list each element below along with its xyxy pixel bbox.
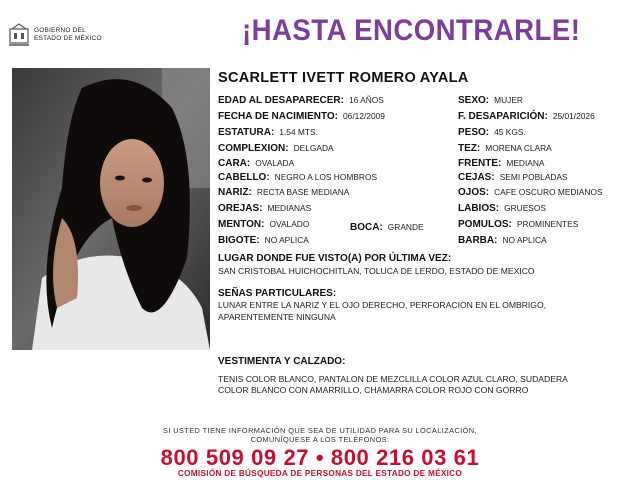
state-seal-icon bbox=[8, 23, 30, 47]
field-cheekbones: POMULOS: PROMINENTES bbox=[458, 219, 579, 230]
field-beard: BARBA: NO APLICA bbox=[458, 235, 547, 246]
info-line-1: SI USTED TIENE INFORMACIÓN QUE SEA DE UTILIDAD PARA SU LOCALIZACIÓN, bbox=[163, 426, 477, 435]
headline: ¡HASTA ENCONTRARLE! bbox=[242, 14, 581, 47]
field-eyes: OJOS: CAFE OSCURO MEDIANOS bbox=[458, 187, 603, 198]
clothing-line-2: COLOR BLANCO CON AMARRILLO, CHAMARRA COLOR ROJO CON GORRO bbox=[218, 385, 529, 395]
clothing-line-1: TENIS COLOR BLANCO, PANTALON DE MEZCLILLA COLOR AZUL CLARO, SUDADERA bbox=[218, 374, 568, 384]
field-ears: OREJAS: MEDIANAS bbox=[218, 203, 312, 214]
government-logo bbox=[8, 22, 128, 48]
person-photo bbox=[12, 68, 210, 350]
person-name: SCARLETT IVETT ROMERO AYALA bbox=[218, 70, 469, 86]
field-eyebrows: CEJAS: SEMI POBLADAS bbox=[458, 172, 568, 183]
commission-name: COMISIÓN DE BÚSQUEDA DE PERSONAS DEL ESTADO DE MÉXICO bbox=[177, 469, 463, 478]
clothing-title: VESTIMENTA Y CALZADO: bbox=[218, 356, 346, 367]
field-build: COMPLEXION: DELGADA bbox=[218, 143, 334, 154]
phone-numbers: 800 509 09 27 • 800 216 03 61 bbox=[160, 445, 480, 470]
field-hair: CABELLO: NEGRO A LOS HOMBROS bbox=[218, 172, 378, 183]
logo-line-1: GOBIERNO DEL bbox=[34, 27, 86, 34]
field-forehead: FRENTE: MEDIANA bbox=[458, 158, 545, 169]
logo-line-2: ESTADO DE MÉXICO bbox=[34, 35, 102, 42]
field-disappearance-date: F. DESAPARICIÓN: 25/01/2026 bbox=[458, 111, 595, 122]
field-moustache: BIGOTE: NO APLICA bbox=[218, 235, 309, 246]
marks-line-2: APARENTEMENTE NINGUNA bbox=[218, 312, 336, 322]
field-sex: SEXO: MUJER bbox=[458, 95, 523, 106]
field-chin: MENTON: OVALADO bbox=[218, 219, 310, 230]
field-weight: PESO: 45 KGS. bbox=[458, 127, 526, 138]
field-face: CARA: OVALADA bbox=[218, 158, 295, 169]
field-height: ESTATURA: 1.54 MTS. bbox=[218, 127, 318, 138]
field-birthdate: FECHA DE NACIMIENTO: 06/12/2009 bbox=[218, 111, 385, 122]
last-seen-title: LUGAR DONDE FUE VISTO(A) POR ÚLTIMA VEZ: bbox=[218, 253, 452, 264]
field-lips: LABIOS: GRUESOS bbox=[458, 203, 546, 214]
marks-title: SEÑAS PARTICULARES: bbox=[218, 288, 337, 299]
field-complexion: TEZ: MORENA CLARA bbox=[458, 143, 552, 154]
info-line-2: COMUNÍQUESE A LOS TELÉFONOS: bbox=[250, 435, 390, 444]
last-seen-text: SAN CRISTOBAL HUICHOCHITLAN, TOLUCA DE LERDO, ESTADO DE MEXICO bbox=[218, 266, 535, 276]
marks-line-1: LUNAR ENTRE LA NARIZ Y EL OJO DERECHO, PERFORACION EN EL OMBRIGO, bbox=[218, 300, 547, 310]
field-age: EDAD AL DESAPARECER: 16 AÑOS bbox=[218, 95, 384, 106]
field-nose: NARIZ: RECTA BASE MEDIANA bbox=[218, 187, 350, 198]
field-mouth: BOCA: GRANDE bbox=[350, 222, 424, 233]
